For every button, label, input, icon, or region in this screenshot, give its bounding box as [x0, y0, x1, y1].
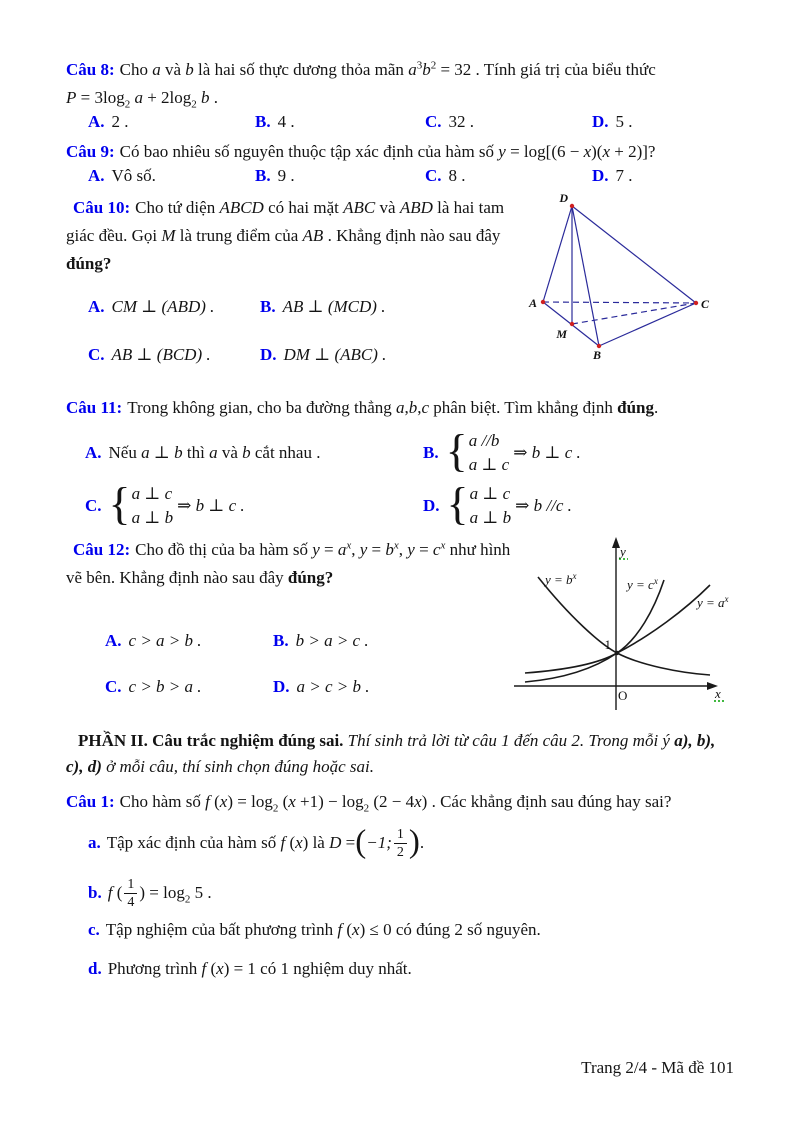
text-segment: Phương trình	[107, 959, 202, 978]
text-segment: Cho đồ thị của ba hàm số	[135, 540, 313, 559]
text-segment: (	[209, 792, 220, 811]
option-text: 2 .	[111, 112, 129, 131]
text-segment: P	[66, 88, 77, 107]
text-segment: M	[161, 226, 176, 245]
curve-b	[538, 577, 710, 675]
condition-top: a ⊥ c	[469, 484, 511, 503]
text-segment: y	[498, 142, 506, 161]
text-segment: b	[408, 398, 418, 417]
text-segment: +1) − log	[295, 792, 364, 811]
condition-bottom: a ⊥ c	[468, 455, 510, 474]
vertex-b-label: B	[592, 348, 602, 362]
text-segment: a	[134, 88, 143, 107]
tetrahedron-edges	[543, 206, 696, 346]
option-letter: A.	[88, 297, 105, 316]
item-a-text	[107, 831, 355, 855]
text-segment: 2	[272, 802, 279, 815]
option-c	[66, 345, 260, 365]
text-segment: và	[217, 443, 243, 462]
text-segment: 5 .	[190, 883, 212, 902]
option-letter: D.	[260, 345, 277, 364]
item-letter: d.	[88, 959, 102, 978]
option-b	[423, 425, 581, 477]
option-letter: D.	[592, 112, 609, 131]
text-segment: D	[329, 833, 342, 852]
text-segment: y	[312, 540, 320, 559]
brace-glyph: {	[108, 478, 131, 529]
part2-heading	[66, 728, 736, 780]
question-11-label: Câu 11:	[66, 398, 123, 417]
option-letter: C.	[105, 677, 122, 696]
text-segment: Cho	[119, 60, 153, 79]
y-axis-arrow	[612, 537, 620, 548]
text-segment: ABCD	[219, 198, 264, 217]
open-paren: (	[355, 823, 367, 860]
text-segment: =	[367, 540, 386, 559]
text-segment: ) là	[302, 833, 330, 852]
vertex-d-label: D	[559, 191, 568, 205]
option-letter: A.	[88, 166, 105, 185]
option-letter: C.	[425, 166, 442, 185]
text-segment: đúng	[617, 398, 655, 417]
question-12-body	[66, 540, 510, 587]
part2-question-1-label: Câu 1:	[66, 792, 115, 811]
text-segment: b	[201, 88, 210, 107]
text-segment: thì	[182, 443, 210, 462]
text-segment: 2	[363, 802, 370, 815]
text-segment: x	[602, 142, 610, 161]
text-segment: (	[278, 792, 289, 811]
vertex-m-label: M	[556, 327, 567, 341]
option-c	[403, 166, 570, 186]
text-segment: = 32 . Tính giá trị của biểu thức	[436, 60, 656, 79]
option-a	[66, 297, 260, 317]
option-a	[66, 443, 423, 463]
option-text: 9 .	[277, 166, 295, 185]
text-segment: ) ≤ 0 có đúng 2 số nguyên.	[359, 920, 541, 939]
text-segment: = 3log	[76, 88, 125, 107]
option-a	[66, 166, 233, 186]
option-text: AB ⊥ (MCD) .	[282, 297, 386, 316]
text-segment: + 2log	[142, 88, 192, 107]
text-segment: y	[407, 540, 415, 559]
question-10-label: Câu 10:	[73, 198, 131, 217]
item-d-text	[108, 959, 412, 978]
text-segment: b	[385, 540, 394, 559]
text-segment: x	[219, 792, 228, 811]
condition-top: a ⊥ c	[131, 484, 173, 503]
question-9-text	[66, 139, 744, 165]
text-segment: ABD	[399, 198, 433, 217]
text-segment: 2	[191, 98, 197, 111]
part2-question-1-body	[119, 792, 672, 815]
question-9-options	[66, 166, 746, 186]
condition-top: a //b	[468, 431, 500, 450]
brace-glyph: {	[446, 478, 469, 529]
text-segment: Cho tứ diện	[135, 198, 220, 217]
text-segment: Có bao nhiêu số nguyên thuộc tập xác định của hàm số	[119, 142, 499, 161]
text-segment: phân biệt. Tìm khẳng định	[429, 398, 618, 417]
option-letter: D.	[592, 166, 609, 185]
option-letter: D.	[423, 496, 440, 515]
option-a	[66, 631, 273, 651]
text-segment: ) = log	[139, 883, 185, 902]
item-b	[88, 868, 212, 918]
condition-system	[445, 425, 581, 477]
part2-question-1-text	[66, 789, 756, 815]
option-text: a > c > b .	[296, 677, 370, 696]
text-segment: ) = log	[227, 792, 273, 811]
text-segment: b	[242, 443, 251, 462]
fraction	[394, 826, 407, 861]
text-segment: x	[295, 833, 303, 852]
option-letter: B.	[255, 166, 271, 185]
text-segment: Cho hàm số	[119, 792, 206, 811]
question-10-options-row-1	[66, 297, 385, 317]
item-a	[88, 818, 424, 868]
text-segment: PHẦN II. Câu trắc nghiệm đúng sai.	[78, 731, 344, 750]
text-segment: cắt nhau .	[250, 443, 321, 462]
text-segment: a	[408, 60, 417, 79]
question-11-text	[66, 395, 756, 421]
text-segment: + 2)]?	[610, 142, 656, 161]
option-d	[260, 345, 386, 365]
question-11-body	[127, 398, 658, 417]
text-segment: = log[(6 −	[505, 142, 584, 161]
text-segment: Tập nghiệm của bất phương trình	[105, 920, 338, 939]
text-segment: . Khẳng định nào sau đây	[323, 226, 501, 245]
text-segment: (	[285, 833, 296, 852]
option-b	[233, 112, 403, 132]
text-segment: và	[160, 60, 186, 79]
text-segment: x	[393, 539, 399, 552]
question-10-text	[66, 194, 518, 278]
condition-system	[446, 478, 572, 530]
text-segment: )(	[591, 142, 603, 161]
text-segment: và	[375, 198, 400, 217]
fraction	[124, 876, 137, 911]
option-text: 7 .	[615, 166, 633, 185]
text-segment: b	[185, 60, 194, 79]
text-segment: ABC	[343, 198, 376, 217]
item-d	[88, 956, 412, 982]
item-b-prefix	[108, 881, 123, 905]
option-d	[273, 677, 370, 697]
text-segment: ,	[398, 540, 408, 559]
option-letter: C.	[88, 345, 105, 364]
interval-left-value: −1;	[366, 833, 392, 852]
page-footer: Trang 2/4 - Mã đề 101	[581, 1058, 734, 1077]
option-text: c > a > b .	[128, 631, 202, 650]
intersection-point	[615, 651, 619, 655]
text-segment: ,	[404, 398, 409, 417]
exponential-graph-figure	[500, 532, 750, 712]
text-segment: .	[654, 398, 659, 417]
item-c	[88, 917, 541, 943]
text-segment: ở mỗi câu, thí sinh chọn đúng hoặc sai.	[101, 757, 374, 776]
option-c	[403, 112, 570, 132]
x-axis-label: x	[715, 686, 721, 701]
item-letter: b.	[88, 883, 102, 902]
text-segment: như hình vẽ bên. Khẳng định nào sau đây	[66, 540, 511, 587]
option-b	[260, 297, 385, 317]
text-segment: c	[432, 540, 441, 559]
text-segment: là trung điểm của	[175, 226, 303, 245]
text-segment: a	[337, 540, 347, 559]
text-segment: a	[396, 398, 405, 417]
text-segment: f	[337, 920, 343, 939]
text-segment: =	[319, 540, 338, 559]
question-12-options-row-1	[66, 631, 369, 651]
origin-label: O	[618, 688, 628, 703]
text-segment: 2	[184, 893, 191, 906]
question-8-text	[66, 57, 744, 83]
option-letter: A.	[88, 112, 105, 131]
text-segment: .	[209, 88, 219, 107]
text-segment: 2	[124, 98, 131, 111]
y-axis-label: y	[620, 544, 626, 559]
option-text: 8 .	[448, 166, 466, 185]
curve-c	[525, 580, 664, 682]
text-segment: a), b), c), d)	[66, 731, 716, 776]
condition-result: ⇒ b //c .	[515, 496, 572, 515]
text-segment: (	[342, 920, 353, 939]
text-segment: f	[107, 883, 113, 902]
question-8-label: Câu 8:	[66, 60, 115, 79]
option-text: b > a > c .	[295, 631, 369, 650]
denominator: 4	[127, 894, 135, 910]
question-12-options-row-2	[66, 677, 370, 697]
text-segment: có hai mặt	[263, 198, 344, 217]
option-letter: A.	[105, 631, 122, 650]
tetrahedron-figure	[510, 190, 740, 370]
text-segment: c	[421, 398, 430, 417]
text-segment: 2	[430, 59, 437, 72]
text-segment: x	[583, 142, 592, 161]
denominator: 2	[396, 844, 404, 860]
question-8-body	[120, 60, 656, 79]
brace-glyph: {	[445, 425, 468, 476]
condition-result: ⇒ b ⊥ c .	[177, 496, 245, 515]
option-d	[570, 166, 746, 186]
question-11-options-row-1	[66, 424, 756, 482]
condition-system	[108, 478, 245, 530]
item-letter: a.	[88, 833, 101, 852]
option-text: c > b > a .	[128, 677, 202, 696]
text-segment: f	[201, 959, 207, 978]
curve-a-label: $y = a^x$	[697, 594, 729, 610]
text-segment: x	[414, 792, 422, 811]
curve-c-label: $y = c^x$	[627, 576, 658, 592]
text-segment: AB	[302, 226, 324, 245]
text-segment: đúng?	[66, 254, 112, 273]
option-d	[570, 112, 746, 132]
question-11-options-row-2	[66, 477, 756, 535]
option-b	[233, 166, 403, 186]
text-segment: ,	[351, 540, 360, 559]
condition-result: ⇒ b ⊥ c .	[513, 443, 581, 462]
question-9-label: Câu 9:	[66, 142, 115, 161]
option-b	[273, 631, 369, 651]
vertex-c-label: C	[701, 297, 710, 311]
text-segment: (	[112, 883, 123, 902]
curve-b-label: $y = b^x$	[545, 571, 577, 587]
item-b-suffix	[139, 881, 211, 905]
question-8-options	[66, 112, 746, 132]
option-c	[66, 677, 273, 697]
option-letter: A.	[85, 443, 102, 462]
numerator: 1	[124, 876, 137, 894]
option-letter: B.	[255, 112, 271, 131]
text-segment: đúng?	[287, 568, 334, 587]
text-segment: x	[216, 959, 224, 978]
condition-bottom: a ⊥ b	[131, 508, 174, 527]
option-text	[109, 443, 321, 463]
text-segment: là hai số thực dương thỏa mãn	[193, 60, 409, 79]
option-letter: B.	[273, 631, 289, 650]
text-segment: a ⊥ b	[141, 443, 183, 462]
option-text: 32 .	[448, 112, 475, 131]
option-letter: D.	[273, 677, 290, 696]
option-text: 5 .	[615, 112, 633, 131]
text-segment: a	[209, 443, 218, 462]
text-segment: ) = 1 có 1 nghiệm duy nhất.	[223, 959, 412, 978]
text-segment: x	[288, 792, 296, 811]
option-letter: C.	[425, 112, 442, 131]
text-segment: =	[341, 833, 356, 852]
option-text: Vô số.	[111, 166, 156, 185]
option-letter: C.	[85, 496, 102, 515]
curve-a	[525, 585, 710, 673]
item-c-text	[106, 920, 541, 939]
text-segment: ,	[417, 398, 422, 417]
question-9-body	[120, 142, 656, 161]
item-a-period: .	[419, 833, 425, 852]
text-segment: b	[422, 60, 431, 79]
text-segment: x	[352, 920, 360, 939]
text-segment: ) . Các khẳng định sau đúng hay sai?	[421, 792, 672, 811]
text-segment: (	[206, 959, 217, 978]
option-letter: B.	[260, 297, 276, 316]
text-segment: Trong không gian, cho ba đường thẳng	[127, 398, 396, 417]
question-10-options-row-2	[66, 345, 386, 365]
text-segment: Thí sinh trả lời từ câu 1 đến câu 2. Trong mỗi ý	[343, 731, 675, 750]
vertex-a-label: A	[528, 296, 537, 310]
option-text: AB ⊥ (BCD) .	[111, 345, 211, 364]
text-segment: Nếu	[108, 443, 142, 462]
question-10-body	[66, 198, 504, 273]
option-text: CM ⊥ (ABD) .	[111, 297, 215, 316]
question-8-formula	[66, 85, 218, 111]
option-letter: B.	[423, 443, 439, 462]
question-12-text	[66, 536, 521, 592]
text-segment: Tập xác định của hàm số	[106, 833, 281, 852]
text-segment: (2 − 4	[369, 792, 415, 811]
condition-bottom: a ⊥ b	[469, 508, 512, 527]
question-12-label: Câu 12:	[73, 540, 131, 559]
text-segment: =	[414, 540, 433, 559]
close-paren: )	[408, 823, 420, 860]
text-segment: f	[280, 833, 286, 852]
text-segment: x	[346, 539, 352, 552]
item-letter: c.	[88, 920, 100, 939]
text-segment: y	[359, 540, 368, 559]
numerator: 1	[394, 826, 407, 844]
text-segment: a	[152, 60, 161, 79]
text-segment: 3	[416, 59, 423, 72]
text-segment: là hai tam giác đều. Gọi	[66, 198, 505, 245]
option-a	[66, 112, 233, 132]
option-text: 4 .	[277, 112, 295, 131]
one-tick-label: 1	[604, 637, 611, 652]
option-c	[66, 478, 423, 530]
option-text: DM ⊥ (ABC) .	[283, 345, 387, 364]
option-d	[423, 478, 572, 530]
text-segment: f	[205, 792, 210, 811]
text-segment: x	[440, 539, 446, 552]
